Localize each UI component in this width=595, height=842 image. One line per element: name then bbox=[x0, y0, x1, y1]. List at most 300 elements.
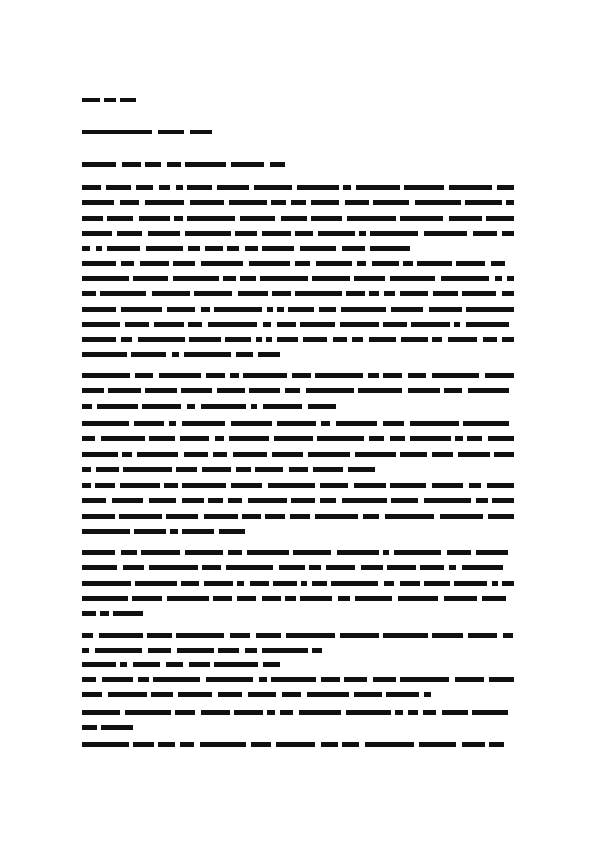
word bbox=[285, 388, 300, 393]
word bbox=[415, 200, 461, 205]
word bbox=[462, 291, 496, 296]
word bbox=[356, 185, 400, 190]
word bbox=[117, 231, 142, 236]
word bbox=[466, 307, 514, 312]
word bbox=[185, 550, 223, 555]
text-line bbox=[82, 657, 514, 672]
text-line bbox=[82, 737, 514, 752]
word bbox=[259, 677, 267, 682]
word bbox=[82, 185, 101, 190]
text-line bbox=[82, 399, 514, 414]
word bbox=[125, 710, 171, 715]
word bbox=[82, 246, 90, 251]
word bbox=[82, 421, 129, 426]
word bbox=[121, 307, 162, 312]
word bbox=[136, 185, 153, 190]
word bbox=[306, 388, 354, 393]
word bbox=[149, 498, 176, 503]
word bbox=[358, 388, 402, 393]
word bbox=[408, 710, 418, 715]
word bbox=[400, 581, 420, 586]
word bbox=[219, 529, 245, 534]
word bbox=[394, 550, 441, 555]
word bbox=[308, 452, 350, 457]
word bbox=[243, 373, 287, 378]
word bbox=[133, 662, 160, 667]
word bbox=[468, 633, 497, 638]
word bbox=[82, 388, 104, 393]
word bbox=[82, 291, 96, 296]
word bbox=[373, 677, 396, 682]
word bbox=[100, 611, 109, 616]
text-line bbox=[82, 493, 514, 508]
word bbox=[383, 421, 404, 426]
word bbox=[321, 742, 338, 747]
word bbox=[320, 483, 348, 488]
word bbox=[249, 388, 280, 393]
word bbox=[333, 337, 347, 342]
word bbox=[82, 276, 129, 281]
word bbox=[432, 452, 453, 457]
word bbox=[444, 596, 477, 601]
word bbox=[82, 483, 91, 488]
word bbox=[133, 276, 168, 281]
paragraph bbox=[82, 672, 514, 703]
word bbox=[82, 467, 91, 472]
word bbox=[141, 550, 180, 555]
word bbox=[449, 216, 482, 221]
word bbox=[293, 550, 331, 555]
word bbox=[82, 307, 116, 312]
word bbox=[345, 200, 369, 205]
word bbox=[263, 404, 302, 409]
word bbox=[398, 596, 438, 601]
text-line bbox=[82, 271, 514, 286]
word bbox=[473, 231, 497, 236]
word bbox=[175, 710, 195, 715]
word bbox=[121, 337, 132, 342]
word bbox=[462, 742, 485, 747]
word bbox=[158, 742, 175, 747]
word bbox=[462, 565, 503, 570]
word bbox=[135, 581, 177, 586]
word bbox=[277, 421, 316, 426]
word bbox=[432, 373, 479, 378]
word bbox=[502, 291, 514, 296]
word bbox=[256, 337, 262, 342]
word bbox=[133, 742, 154, 747]
paragraph bbox=[82, 157, 514, 172]
word bbox=[268, 483, 315, 488]
word bbox=[213, 596, 232, 601]
word bbox=[82, 261, 116, 266]
word bbox=[372, 261, 399, 266]
word bbox=[251, 742, 271, 747]
word bbox=[113, 611, 143, 616]
word bbox=[188, 322, 202, 327]
word bbox=[355, 452, 396, 457]
word bbox=[82, 404, 92, 409]
word bbox=[492, 498, 514, 503]
word bbox=[189, 337, 221, 342]
word bbox=[237, 596, 256, 601]
word bbox=[280, 710, 293, 715]
word bbox=[271, 677, 316, 682]
word bbox=[390, 436, 405, 441]
word bbox=[313, 467, 343, 472]
word bbox=[82, 648, 89, 653]
word bbox=[256, 633, 281, 638]
word bbox=[145, 162, 161, 167]
word bbox=[383, 373, 402, 378]
word bbox=[343, 185, 351, 190]
word bbox=[295, 231, 313, 236]
word bbox=[433, 291, 458, 296]
word bbox=[138, 677, 149, 682]
word bbox=[123, 467, 172, 472]
word bbox=[502, 231, 514, 236]
word bbox=[507, 276, 514, 281]
document-label bbox=[82, 95, 152, 105]
document-date bbox=[82, 127, 222, 137]
word bbox=[321, 421, 330, 426]
word bbox=[190, 200, 224, 205]
word bbox=[469, 483, 481, 488]
word bbox=[476, 498, 488, 503]
word bbox=[444, 388, 462, 393]
word bbox=[82, 692, 102, 697]
word bbox=[449, 565, 456, 570]
text-line bbox=[82, 478, 514, 493]
word bbox=[82, 550, 115, 555]
word bbox=[166, 514, 198, 519]
text-line bbox=[82, 368, 514, 383]
word bbox=[369, 337, 396, 342]
word bbox=[354, 692, 382, 697]
word bbox=[238, 291, 268, 296]
text-line bbox=[82, 226, 514, 241]
word bbox=[387, 565, 416, 570]
word bbox=[255, 467, 283, 472]
word bbox=[217, 185, 249, 190]
word bbox=[112, 498, 143, 503]
word bbox=[187, 216, 235, 221]
word bbox=[497, 185, 514, 190]
word bbox=[297, 185, 339, 190]
word bbox=[145, 388, 177, 393]
word bbox=[315, 373, 363, 378]
word bbox=[383, 633, 428, 638]
word bbox=[347, 216, 396, 221]
word bbox=[456, 261, 485, 266]
word bbox=[82, 725, 97, 730]
word bbox=[408, 373, 426, 378]
word bbox=[423, 710, 436, 715]
word bbox=[154, 322, 184, 327]
word bbox=[400, 677, 449, 682]
word bbox=[315, 514, 358, 519]
word bbox=[206, 677, 253, 682]
paragraph bbox=[82, 737, 514, 752]
word bbox=[145, 200, 184, 205]
word bbox=[455, 436, 463, 441]
word bbox=[355, 596, 392, 601]
word bbox=[485, 373, 514, 378]
word bbox=[281, 216, 307, 221]
word bbox=[82, 710, 120, 715]
paragraph bbox=[82, 545, 514, 621]
word bbox=[295, 291, 342, 296]
paragraph bbox=[82, 416, 514, 477]
word bbox=[181, 581, 199, 586]
word bbox=[385, 514, 434, 519]
word bbox=[368, 373, 379, 378]
word bbox=[82, 662, 116, 667]
word bbox=[486, 216, 514, 221]
word bbox=[201, 261, 243, 266]
word bbox=[218, 648, 239, 653]
word bbox=[96, 467, 119, 472]
word bbox=[230, 633, 250, 638]
word bbox=[96, 246, 102, 251]
word bbox=[149, 436, 175, 441]
word bbox=[240, 276, 256, 281]
word bbox=[120, 662, 127, 667]
word bbox=[466, 322, 509, 327]
word bbox=[82, 231, 112, 236]
word bbox=[82, 596, 128, 601]
text-line bbox=[82, 241, 514, 256]
word bbox=[369, 436, 384, 441]
word bbox=[176, 633, 224, 638]
word bbox=[231, 162, 264, 167]
text-line bbox=[82, 524, 514, 539]
text-line bbox=[82, 256, 514, 271]
word bbox=[182, 498, 204, 503]
word bbox=[295, 261, 310, 266]
word bbox=[159, 185, 170, 190]
word bbox=[201, 404, 246, 409]
text-line bbox=[82, 447, 514, 462]
word bbox=[242, 514, 261, 519]
word bbox=[184, 452, 208, 457]
word bbox=[213, 452, 227, 457]
word bbox=[82, 337, 116, 342]
word bbox=[309, 565, 321, 570]
word bbox=[245, 246, 258, 251]
word bbox=[169, 421, 176, 426]
paragraph bbox=[82, 628, 514, 659]
word bbox=[449, 185, 492, 190]
word bbox=[277, 322, 296, 327]
word bbox=[225, 337, 251, 342]
word bbox=[491, 261, 505, 266]
word bbox=[166, 662, 183, 667]
word bbox=[139, 216, 170, 221]
word bbox=[267, 307, 273, 312]
text-line bbox=[82, 286, 514, 301]
word bbox=[262, 231, 291, 236]
word bbox=[318, 231, 355, 236]
word bbox=[429, 307, 462, 312]
word bbox=[338, 596, 350, 601]
word bbox=[229, 200, 267, 205]
word bbox=[386, 692, 419, 697]
word bbox=[285, 596, 296, 601]
word bbox=[102, 677, 133, 682]
word bbox=[308, 404, 336, 409]
paragraph bbox=[82, 180, 514, 256]
word bbox=[373, 200, 409, 205]
word bbox=[410, 421, 459, 426]
word bbox=[180, 742, 194, 747]
text-line bbox=[82, 705, 514, 720]
word bbox=[200, 742, 246, 747]
word bbox=[100, 291, 146, 296]
paragraph bbox=[82, 478, 514, 539]
word bbox=[369, 291, 379, 296]
word bbox=[370, 231, 418, 236]
word bbox=[354, 483, 386, 488]
word bbox=[173, 261, 195, 266]
word bbox=[101, 436, 145, 441]
word bbox=[262, 596, 281, 601]
word bbox=[312, 276, 350, 281]
word bbox=[465, 200, 502, 205]
word bbox=[289, 467, 308, 472]
word bbox=[311, 200, 339, 205]
word bbox=[226, 565, 273, 570]
word bbox=[419, 742, 456, 747]
word bbox=[408, 388, 440, 393]
word bbox=[260, 276, 308, 281]
word bbox=[337, 550, 379, 555]
word bbox=[247, 550, 289, 555]
word bbox=[424, 231, 467, 236]
word bbox=[454, 581, 487, 586]
word bbox=[316, 261, 352, 266]
word bbox=[82, 611, 96, 616]
word bbox=[97, 404, 138, 409]
word bbox=[176, 185, 183, 190]
word bbox=[447, 550, 471, 555]
text-line bbox=[82, 462, 514, 477]
word bbox=[134, 421, 164, 426]
word bbox=[488, 514, 514, 519]
word bbox=[424, 498, 471, 503]
word bbox=[245, 648, 257, 653]
word bbox=[188, 246, 200, 251]
text-line bbox=[82, 431, 514, 446]
word bbox=[250, 581, 269, 586]
word bbox=[151, 692, 173, 697]
word bbox=[300, 246, 336, 251]
word bbox=[400, 291, 428, 296]
word bbox=[300, 596, 332, 601]
word bbox=[458, 452, 490, 457]
word bbox=[279, 565, 305, 570]
word bbox=[403, 261, 413, 266]
word bbox=[340, 322, 379, 327]
word bbox=[223, 276, 236, 281]
word bbox=[336, 421, 377, 426]
word bbox=[417, 261, 452, 266]
word bbox=[342, 742, 359, 747]
word bbox=[82, 200, 114, 205]
word bbox=[352, 337, 363, 342]
word bbox=[359, 231, 366, 236]
word bbox=[346, 291, 365, 296]
text-line bbox=[82, 211, 514, 226]
text-line bbox=[82, 720, 514, 735]
text-line bbox=[82, 628, 514, 643]
word bbox=[487, 483, 514, 488]
word bbox=[317, 436, 364, 441]
word bbox=[326, 565, 355, 570]
word bbox=[215, 436, 224, 441]
word bbox=[271, 200, 286, 205]
word bbox=[424, 692, 431, 697]
word bbox=[354, 276, 385, 281]
word bbox=[441, 276, 489, 281]
word bbox=[148, 648, 171, 653]
word bbox=[263, 662, 280, 667]
word bbox=[272, 291, 291, 296]
word bbox=[344, 677, 367, 682]
word bbox=[440, 514, 483, 519]
text-line bbox=[82, 545, 514, 560]
word bbox=[184, 352, 231, 357]
word bbox=[321, 677, 340, 682]
word bbox=[185, 231, 231, 236]
word bbox=[277, 307, 284, 312]
word bbox=[448, 337, 477, 342]
word bbox=[476, 550, 508, 555]
word bbox=[463, 421, 509, 426]
text-line bbox=[82, 347, 514, 362]
word bbox=[123, 565, 144, 570]
word bbox=[201, 710, 230, 715]
word bbox=[482, 596, 506, 601]
word bbox=[301, 581, 307, 586]
word bbox=[319, 307, 336, 312]
text-line bbox=[82, 302, 514, 317]
word bbox=[137, 452, 178, 457]
word bbox=[82, 436, 95, 441]
word bbox=[108, 692, 147, 697]
word bbox=[202, 467, 231, 472]
word bbox=[254, 185, 292, 190]
word bbox=[454, 322, 460, 327]
word bbox=[82, 581, 131, 586]
word bbox=[214, 307, 262, 312]
word bbox=[346, 710, 391, 715]
word bbox=[208, 498, 223, 503]
word bbox=[231, 483, 262, 488]
text-line bbox=[82, 687, 514, 702]
word bbox=[467, 436, 482, 441]
word bbox=[420, 565, 444, 570]
word bbox=[206, 373, 225, 378]
word bbox=[312, 581, 327, 586]
word bbox=[82, 216, 103, 221]
word bbox=[502, 337, 514, 342]
word bbox=[240, 216, 275, 221]
word bbox=[167, 307, 195, 312]
word bbox=[120, 483, 160, 488]
word bbox=[201, 307, 210, 312]
text-line bbox=[82, 509, 514, 524]
